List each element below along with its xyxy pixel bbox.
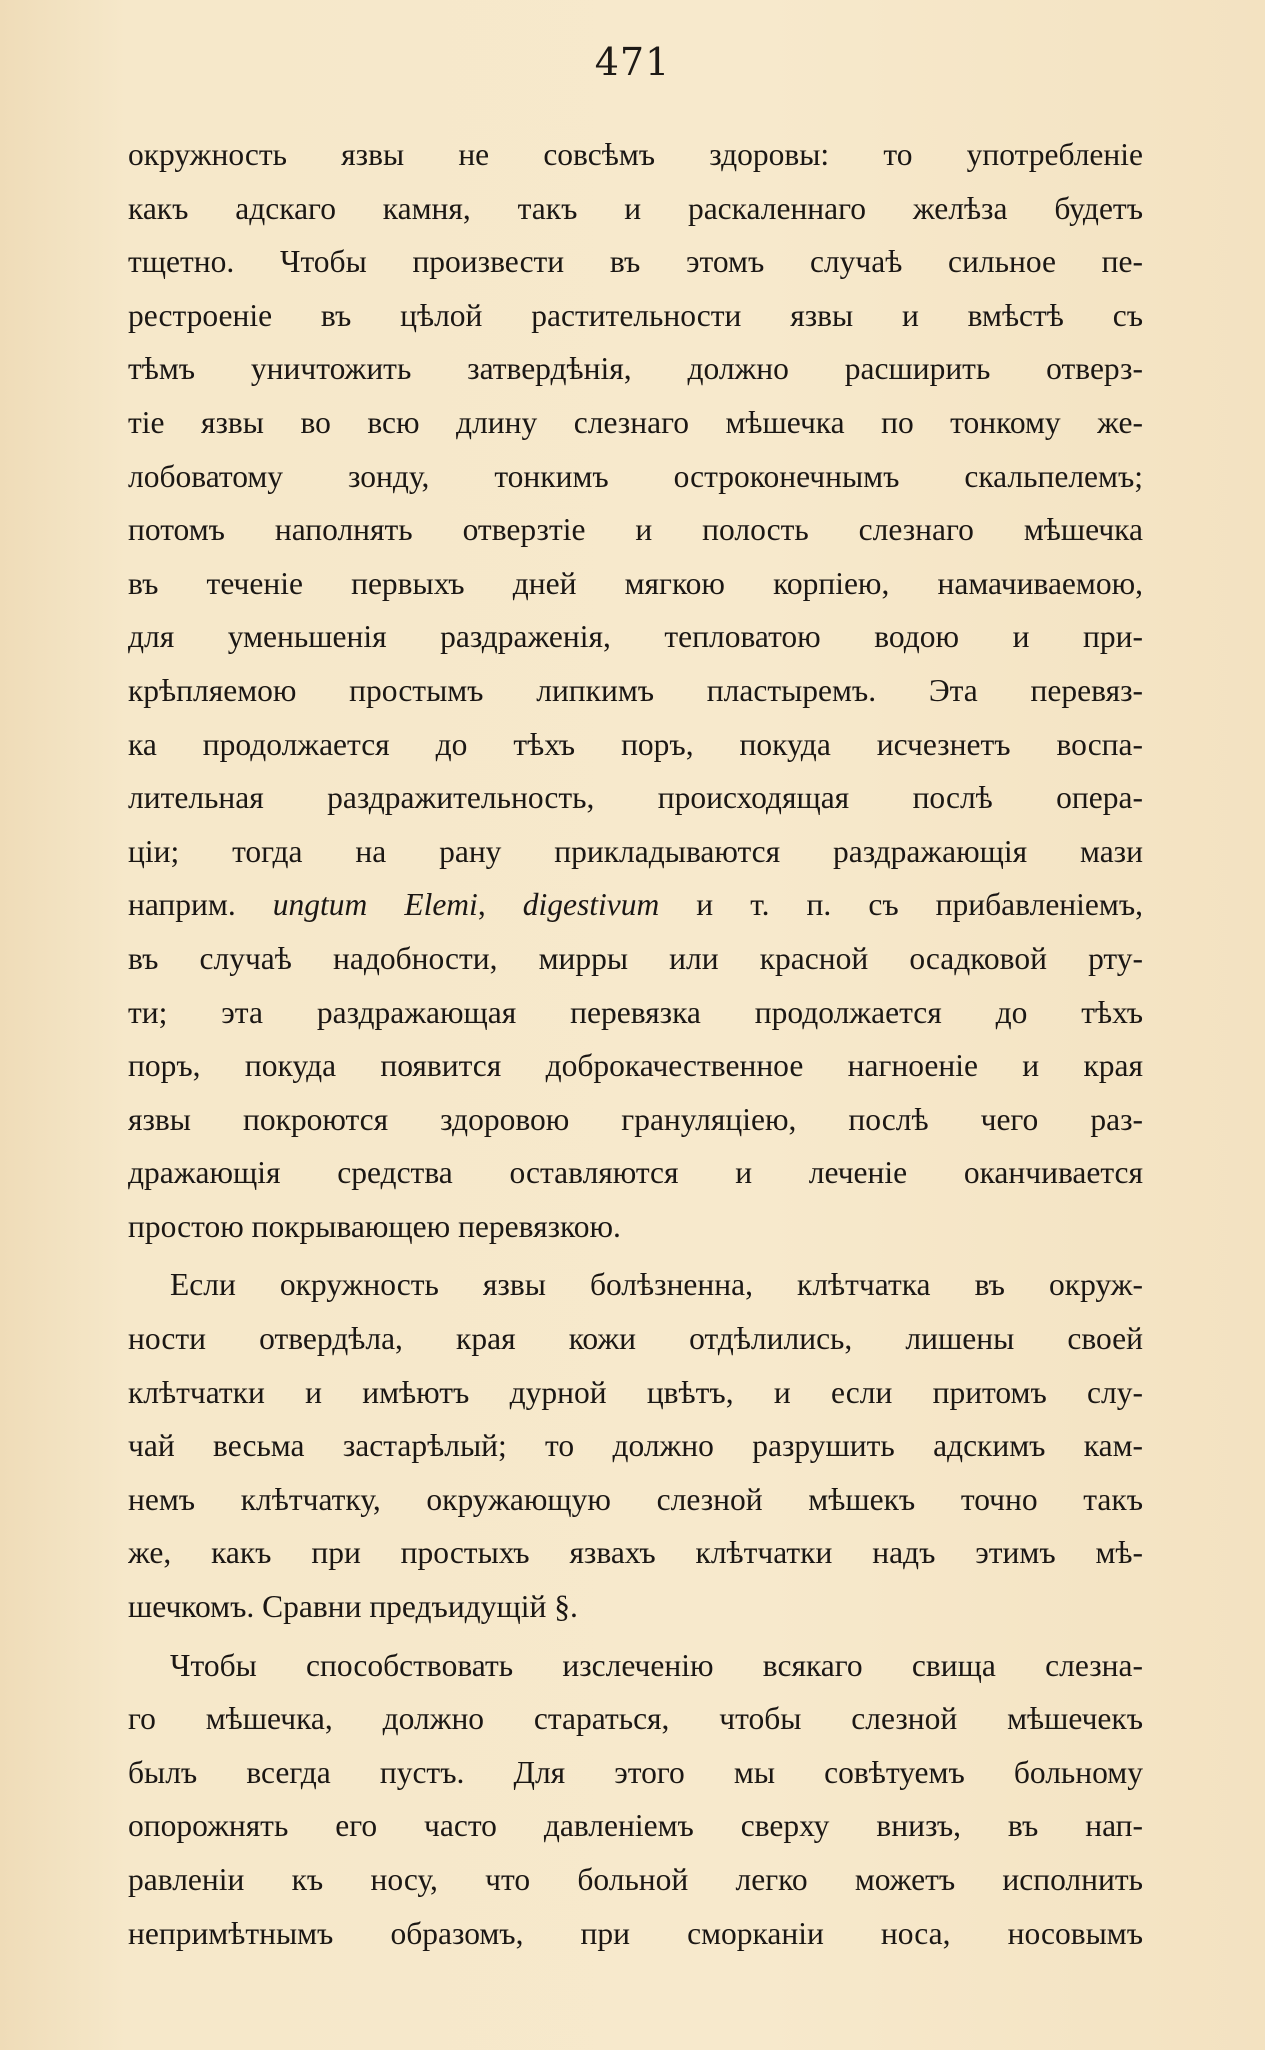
text-line: го мѣшечка, должно стараться, чтобы слезной мѣшечекъ — [128, 1701, 1143, 1737]
text-line: тѣмъ уничтожить затвердѣнія, должно расширить отверз- — [128, 351, 1143, 387]
text-line: клѣтчатки и имѣютъ дурной цвѣтъ, и если притомъ слу- — [128, 1374, 1143, 1410]
latin-term-ungtum-elemi: ungtum Elemi — [272, 887, 478, 923]
text-line: тіе язвы во всю длину слезнаго мѣшечка по тонкому же- — [128, 404, 1143, 440]
paragraph-1 — [128, 128, 1143, 1253]
text-line: ка продолжается до тѣхъ поръ, покуда исчезнетъ воспа- — [128, 726, 1143, 762]
text-line: потомъ наполнять отверзтіе и полость слезнаго мѣшечка — [128, 512, 1143, 548]
text-line: простою покрывающею перевязкою. — [128, 1208, 621, 1244]
text-line: немъ клѣтчатку, окружающую слезной мѣшекъ точно такъ — [128, 1481, 1143, 1517]
body-text — [128, 128, 1143, 1960]
text-line: рестроеніе въ цѣлой растительности язвы и вмѣстѣ съ — [128, 297, 1143, 333]
text-line: ности отвердѣла, края кожи отдѣлились, лишены своей — [128, 1321, 1143, 1357]
latin-separator: , — [477, 887, 523, 923]
text-line: равленіи къ носу, что больной легко можетъ исполнить — [128, 1862, 1143, 1897]
text-line: ціи; тогда на рану прикладываются раздражающія мази — [128, 833, 1143, 869]
text-line: непримѣтнымъ образомъ, при сморканіи носа, носовымъ — [128, 1915, 1143, 1951]
text-line: же, какъ при простыхъ язвахъ клѣтчатки надъ этимъ мѣ- — [128, 1535, 1143, 1571]
text-line: дражающія средства оставляются и леченіе оканчивается — [128, 1155, 1143, 1191]
text-line-with-latin — [128, 878, 1143, 932]
latin-term-digestivum: digestivum — [522, 887, 660, 923]
line-after-latin: и т. п. съ прибавленіемъ, — [659, 887, 1143, 923]
text-line: былъ всегда пустъ. Для этого мы совѣтуемъ больному — [128, 1754, 1143, 1790]
text-line: въ случаѣ надобности, мирры или красной осадковой рту- — [128, 940, 1143, 976]
text-line: окружность язвы не совсѣмъ здоровы: то употребленіе — [128, 137, 1143, 172]
text-line: для уменьшенія раздраженія, тепловатою водою и при- — [128, 619, 1143, 655]
text-line: въ теченіе первыхъ дней мягкою корпіею, намачиваемою, — [128, 565, 1143, 601]
text-line: Чтобы способствовать изслеченію всякаго свища слезна- — [170, 1647, 1143, 1683]
text-line: лобоватому зонду, тонкимъ остроконечнымъ скальпелемъ; — [128, 458, 1143, 494]
text-line: ти; эта раздражающая перевязка продолжается до тѣхъ — [128, 994, 1143, 1030]
text-line: тщетно. Чтобы произвести въ этомъ случаѣ сильное пе- — [128, 244, 1143, 280]
text-line: опорожнять его часто давленіемъ сверху внизъ, въ нап- — [128, 1808, 1143, 1844]
line-before-latin: наприм. — [128, 887, 273, 923]
text-line: лительная раздражительность, происходящая послѣ опера- — [128, 780, 1143, 816]
text-line: Если окружность язвы болѣзненна, клѣтчатка въ окруж- — [170, 1267, 1143, 1303]
text-line: какъ адскаго камня, такъ и раскаленнаго желѣза будетъ — [128, 190, 1143, 226]
text-line: поръ, покуда появится доброкачественное нагноеніе и края — [128, 1048, 1143, 1084]
text-line: чай весьма застарѣлый; то должно разрушить адскимъ кам- — [128, 1428, 1143, 1464]
text-line: шечкомъ. Сравни предъидущій §. — [128, 1589, 578, 1625]
text-line: крѣпляемою простымъ липкимъ пластыремъ. Эта перевяз- — [128, 672, 1143, 708]
page-number: 471 — [594, 40, 671, 84]
paragraph-3 — [128, 1639, 1143, 1961]
text-line: язвы покроются здоровою грануляціею, послѣ чего раз- — [128, 1101, 1143, 1137]
paragraph-2 — [128, 1258, 1143, 1633]
